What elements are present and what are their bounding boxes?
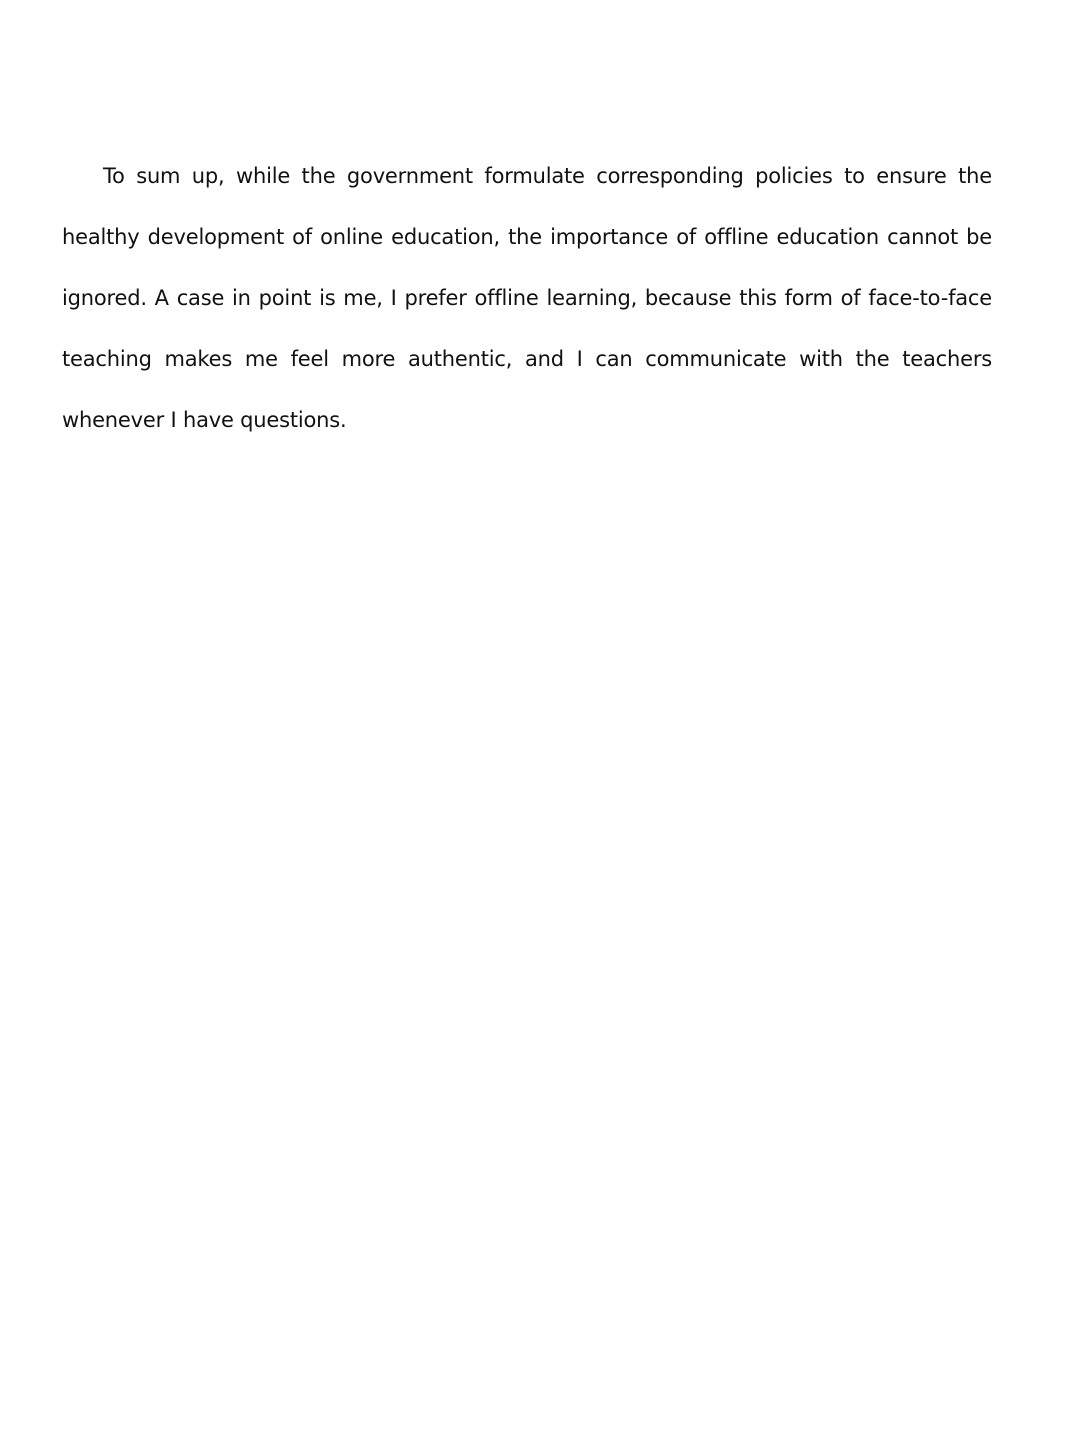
body-paragraph: To sum up, while the government formulate corresponding policies to ensure the healthy development of online education, the importance of offline education cannot be ignored. A case in point is me, I prefer offline learning, because this form of face-to-face teaching makes me feel more authentic, and I can communicate with the teachers whenever I have questions. (62, 164, 992, 432)
